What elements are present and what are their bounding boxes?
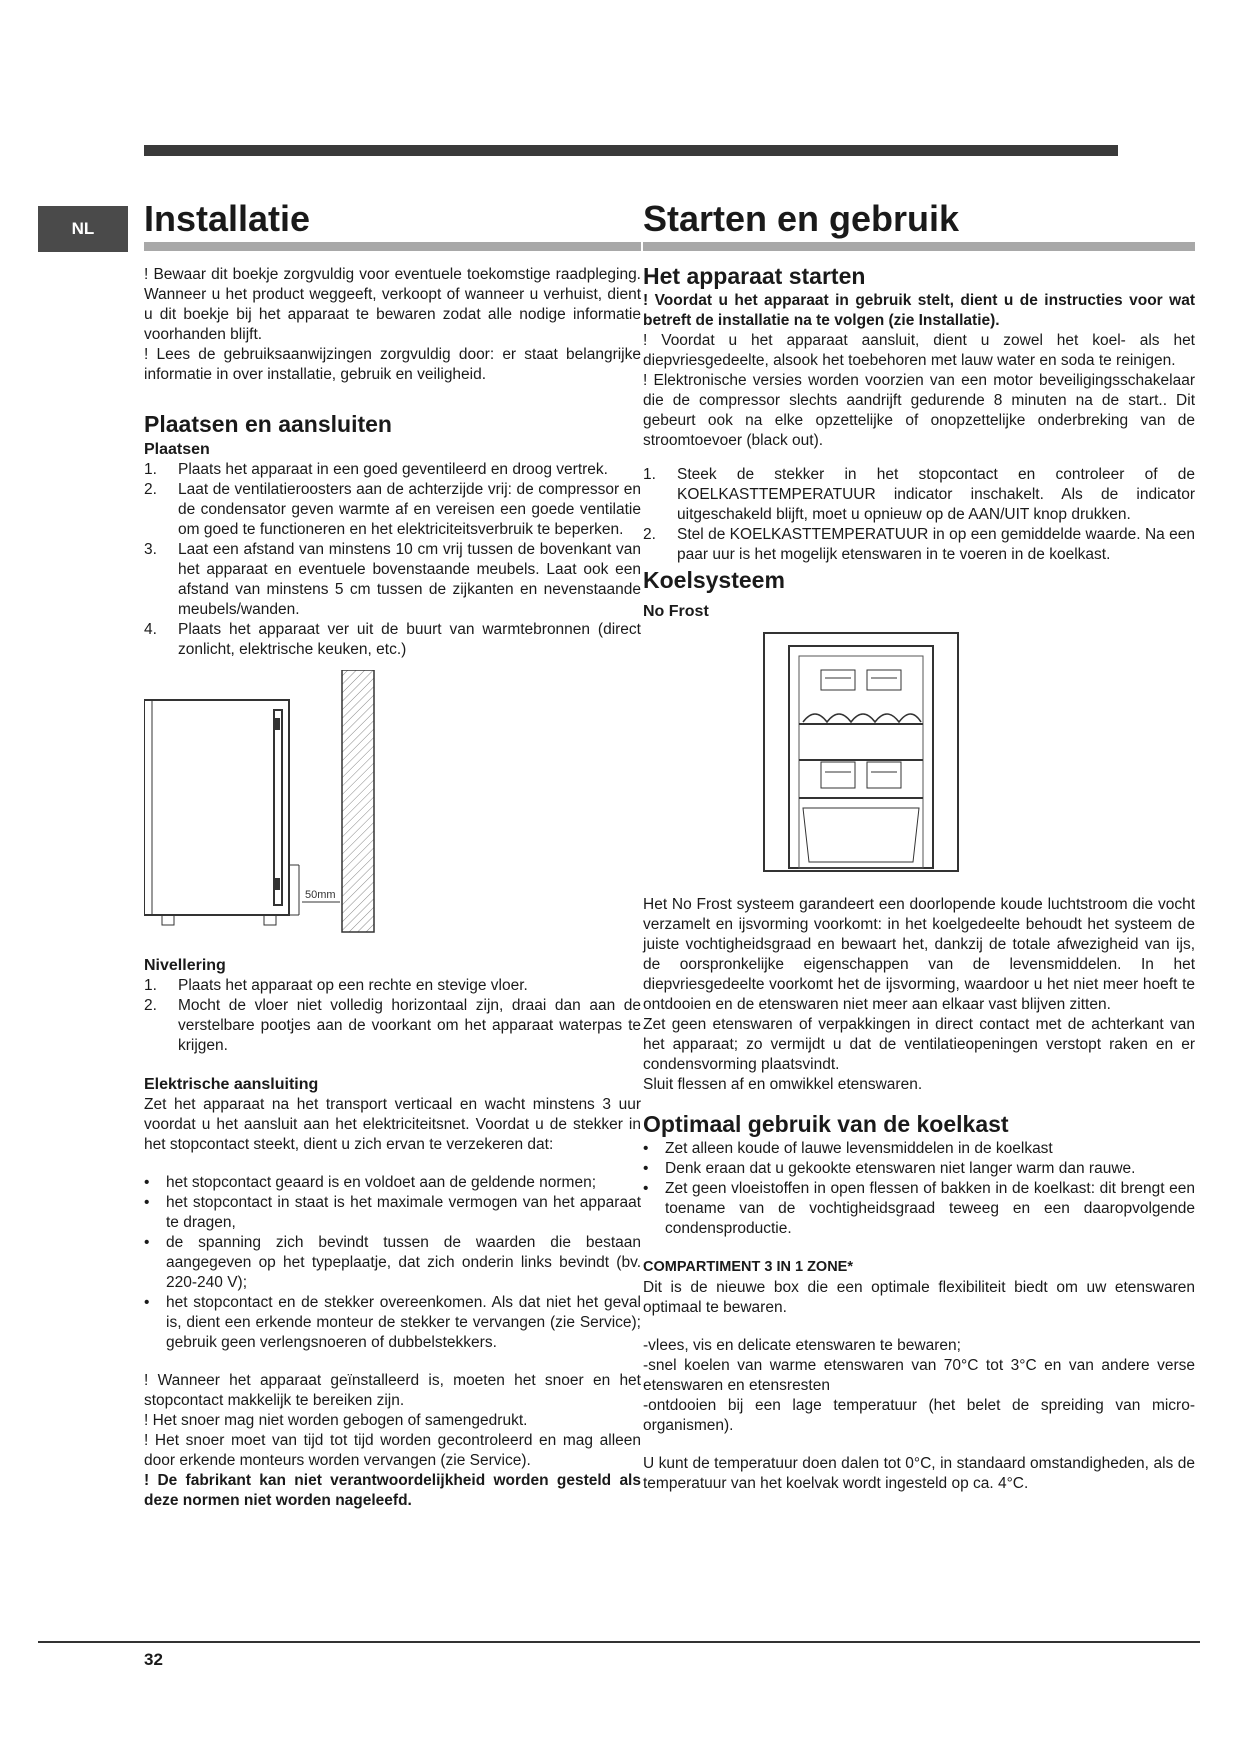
compartiment-final: U kunt de temperatuur doen dalen tot 0°C, in standaard omstandigheden, als de temperatuur van het koelvak wordt ingesteld op ca. 4°C. <box>643 1455 1195 1492</box>
subsection-title: Plaatsen en aansluiten <box>144 411 392 437</box>
elektrisch-heading: Elektrische aansluiting <box>144 1076 319 1093</box>
list-item: • het stopcontact geaard is en voldoet aan de geldende normen; <box>144 1173 641 1193</box>
language-tab: NL <box>38 206 128 252</box>
gap-label: 50mm <box>305 889 336 901</box>
list-item: • Denk eraan dat u gekookte etenswaren niet langer warm dan rauwe. <box>643 1159 1195 1179</box>
koelsysteem-heading: Koelsysteem <box>643 567 785 593</box>
start-paragraph: ! Voordat u het apparaat aansluit, dient u zowel het koel- als het diepvriesgedeelte, alsook het toebehoren met lauw water en soda te reinigen. <box>643 332 1195 369</box>
compartiment-line: -vlees, vis en delicate etenswaren te bewaren; <box>643 1337 961 1354</box>
section-title-installatie: Installatie <box>144 196 641 251</box>
koel-paragraph: Het No Frost systeem garandeert een doorlopende koude luchtstroom die vocht verzamelt en ijsvorming voorkomt: in het koelgedeelte behoudt het systeem de juiste vochtigheidsgraad en bewaart het, dankzij de totale afwezigheid van ijs, de oorspronkelijke eigenschappen van de levensmiddelen. In het diepvriesgedeelte voorkomt het de ijsvorming, waardoor u het niet meer hoeft te ontdooien en de etenswaren niet meer aan elkaar vast blijven zitten. <box>643 896 1195 1013</box>
section-title-starten: Starten en gebruik <box>643 196 1195 251</box>
nivellering-list <box>144 976 641 1056</box>
start-list <box>643 465 1195 565</box>
list-item: 1. Plaats het apparaat in een goed geventileerd en droog vertrek. <box>144 461 608 478</box>
list-item: • de spanning zich bevindt tussen de waarden die bestaan aangegeven op het typeplaatje, dat zich onderin links bevindt (bv. 220-240 V); <box>144 1233 641 1293</box>
intro-paragraph: ! Bewaar dit boekje zorgvuldig voor eventuele toekomstige raadpleging. Wanneer u het product weggeeft, verkoopt of wanneer u verhuist, dient u dit boekje bij het apparaat te bewaren zodat alle nodige informatie voorhanden blijft. <box>144 266 641 343</box>
list-item: • het stopcontact in staat is het maximale vermogen van het apparaat te dragen, <box>144 1193 641 1233</box>
nivellering-heading: Nivellering <box>144 957 226 974</box>
warning-text: ! Het snoer mag niet worden gebogen of samengedrukt. <box>144 1412 528 1429</box>
optimaal-heading: Optimaal gebruik van de koelkast <box>643 1111 1009 1137</box>
page-number: 32 <box>144 1650 163 1669</box>
left-column <box>144 196 641 1511</box>
placement-diagram <box>144 670 641 945</box>
plaatsen-heading: Plaatsen <box>144 441 210 458</box>
compartiment-line: -snel koelen van warme etenswaren van 70°C tot 3°C en van andere verse etenswaren en etensresten <box>643 1357 1195 1394</box>
list-item: 2. Laat de ventilatieroosters aan de achterzijde vrij: de compressor en de condensator geven warmte af en vereisen een goede ventilatie om goed te functioneren en het elektriciteitsverbruik te beperken. <box>144 481 641 538</box>
warning-text: ! Wanneer het apparaat geïnstalleerd is, moeten het snoer en het stopcontact makkelijk te bereiken zijn. <box>144 1372 641 1409</box>
compartiment-intro: Dit is de nieuwe box die een optimale flexibiliteit biedt om uw etenswaren optimaal te bewaren. <box>643 1279 1195 1316</box>
intro-paragraph: ! Lees de gebruiksaanwijzingen zorgvuldig door: er staat belangrijke informatie in over installatie, gebruik en veiligheid. <box>144 346 641 383</box>
start-paragraph: ! Elektronische versies worden voorzien van een motor beveiligingsschakelaar die de compressor slechts aandrijft gedurende 8 minuten na de start.. Dit gebeurt ook na elke opzettelijke of onopzettelijke onderbreking van de stroomtoevoer (black out). <box>643 372 1195 449</box>
list-item: 2. Stel de KOELKASTTEMPERATUUR in op een gemiddelde waarde. Na een paar uur is het mogelijk etenswaren in te voeren in de koelkast. <box>643 526 1195 563</box>
compartiment-heading: COMPARTIMENT 3 IN 1 ZONE* <box>643 1259 853 1275</box>
final-warning: ! De fabrikant kan niet verantwoordelijkheid worden gesteld als deze normen niet worden nageleefd. <box>144 1472 641 1509</box>
list-item: 3. Laat een afstand van minstens 10 cm vrij tussen de bovenkant van het apparaat en eventuele bovenstaande meubels. Laat ook een afstand van minstens 5 cm tussen de zijkanten en nevenstaande meubels/wanden. <box>144 541 641 618</box>
list-item: 4. Plaats het apparaat ver uit de buurt van warmtebronnen (direct zonlicht, elektrische keuken, etc.) <box>144 621 641 658</box>
elektrisch-list <box>144 1173 641 1353</box>
warning-text: ! Het snoer moet van tijd tot tijd worden gecontroleerd en mag alleen door erkende monteurs worden vervangen (zie Service). <box>144 1432 641 1469</box>
right-column <box>643 196 1195 1494</box>
list-item: • het stopcontact en de stekker overeenkomen. Als dat niet het geval is, dient een erkende monteur de stekker te vervangen (zie Service); gebruik geen verlengsnoeren of dubbelstekkers. <box>144 1293 641 1353</box>
list-item: • Zet alleen koude of lauwe levensmiddelen in de koelkast <box>643 1139 1195 1159</box>
list-item: • Zet geen vloeistoffen in open flessen of bakken in de koelkast: dit brengt een toename van de vochtigheidsgraad teweeg en een daaropvolgende condensproductie. <box>643 1179 1195 1239</box>
list-item: 1. Steek de stekker in het stopcontact en controleer of de KOELKASTTEMPERATUUR indicator inschakelt. Als de indicator uitgeschakeld blijft, moet u opnieuw op de AAN/UIT knop drukken. <box>643 466 1195 523</box>
plaatsen-list <box>144 460 641 660</box>
elektrisch-intro: Zet het apparaat na het transport verticaal en wacht minstens 3 uur voordat u het aansluit aan het elektriciteitsnet. Voordat u de stekker in het stopcontact steekt, dient u zich ervan te verzekeren dat: <box>144 1096 641 1153</box>
list-item: 1. Plaats het apparaat op een rechte en stevige vloer. <box>144 977 528 994</box>
start-bold-note: ! Voordat u het apparaat in gebruik stelt, dient u de instructies voor wat betreft de installatie na te volgen (zie Installatie). <box>643 292 1195 329</box>
optimaal-list <box>643 1139 1195 1239</box>
compartiment-line: -ontdooien bij een lage temperatuur (het belet de spreiding van micro-organismen). <box>643 1397 1195 1434</box>
top-rule <box>144 145 1118 156</box>
nofrost-heading: No Frost <box>643 603 709 620</box>
start-heading: Het apparaat starten <box>643 263 866 289</box>
footer-rule <box>38 1641 1200 1643</box>
list-item: 2. Mocht de vloer niet volledig horizontaal zijn, draai dan aan de verstelbare pootjes aan de voorkant om het apparaat waterpas te krijgen. <box>144 997 641 1054</box>
koel-paragraph: Sluit flessen af en omwikkel etenswaren. <box>643 1076 923 1093</box>
koel-paragraph: Zet geen etenswaren of verpakkingen in direct contact met de achterkant van het apparaat; zo vermijdt u dat de ventilatieopeningen verstopt raken en er condensvorming plaatsvindt. <box>643 1016 1195 1073</box>
fridge-interior-diagram <box>763 632 1195 877</box>
